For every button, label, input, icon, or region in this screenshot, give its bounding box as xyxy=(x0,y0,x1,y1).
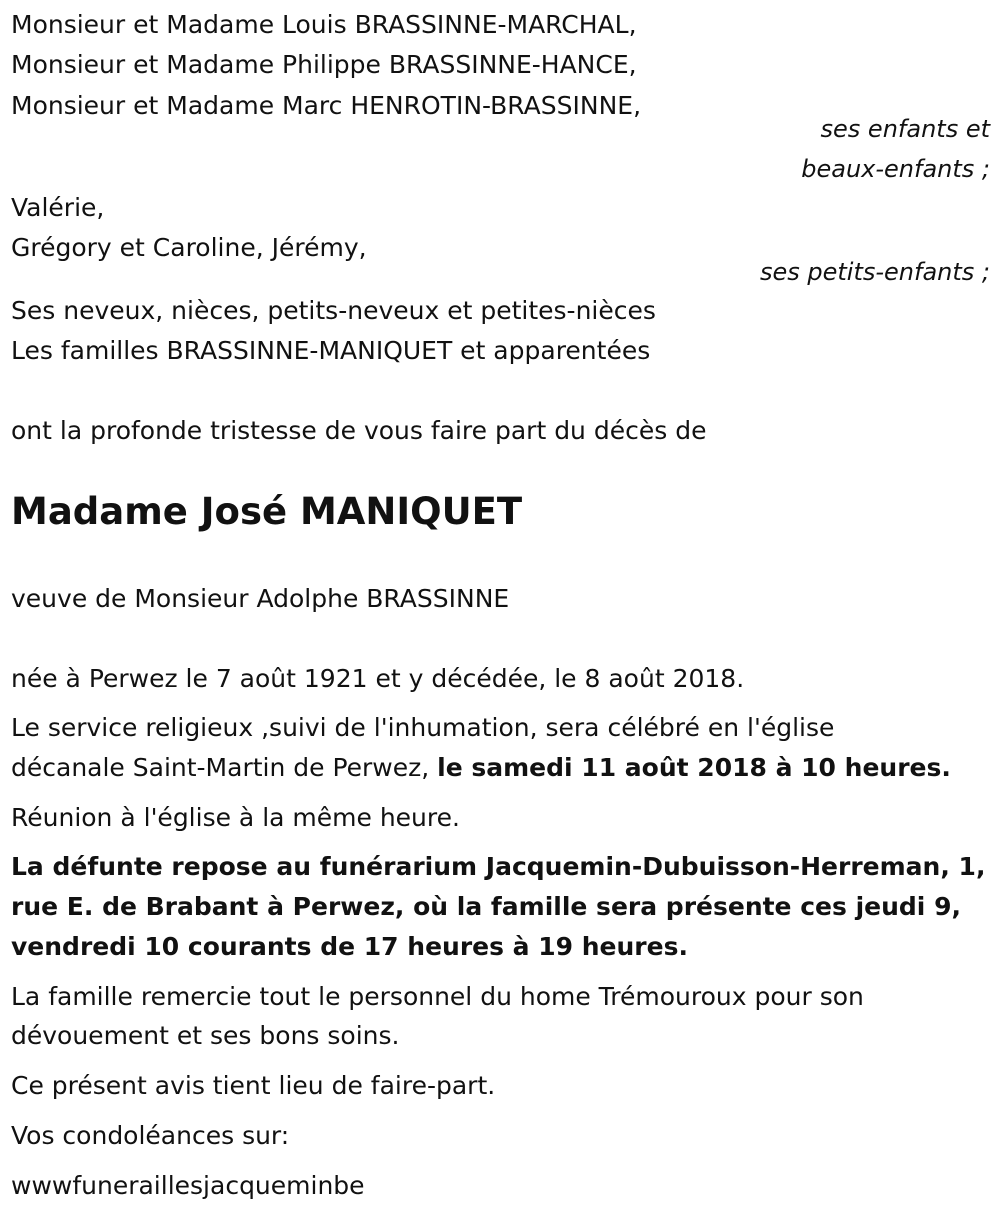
relatives-line-2: Les familles BRASSINNE-MANIQUET et apparentées xyxy=(11,336,651,365)
service-place: décanale Saint-Martin de Perwez, xyxy=(11,753,438,782)
service-line-1: Le service religieux ,suivi de l'inhumation, sera célébré en l'église xyxy=(11,713,835,742)
funeral-home-line-3: vendredi 10 courants de 17 heures à 19 heures. xyxy=(11,932,688,961)
website-link[interactable]: wwwfuneraillesjacqueminbe xyxy=(11,1171,365,1200)
grandchild-line-2: Grégory et Caroline, Jérémy, xyxy=(11,233,367,262)
children-line-2: Monsieur et Madame Philippe BRASSINNE-HANCE, xyxy=(11,50,637,79)
children-role-line-2: beaux-enfants ; xyxy=(801,155,990,183)
service-date: le samedi 11 août 2018 à 10 heures. xyxy=(437,753,951,782)
relatives-line-1: Ses neveux, nièces, petits-neveux et petites-nièces xyxy=(11,296,656,325)
children-line-1: Monsieur et Madame Louis BRASSINNE-MARCHAL, xyxy=(11,10,637,39)
notice: Ce présent avis tient lieu de faire-part. xyxy=(11,1071,496,1100)
condolences-label: Vos condoléances sur: xyxy=(11,1121,290,1150)
meeting-info: Réunion à l'église à la même heure. xyxy=(11,803,460,832)
funeral-home-line-2: rue E. de Brabant à Perwez, où la famille sera présente ces jeudi 9, xyxy=(11,892,961,921)
birth-death: née à Perwez le 7 août 1921 et y décédée, le 8 août 2018. xyxy=(11,664,745,693)
thanks-line-2: dévouement et ses bons soins. xyxy=(11,1021,400,1050)
announcement: ont la profonde tristesse de vous faire part du décès de xyxy=(11,416,707,445)
widow-of: veuve de Monsieur Adolphe BRASSINNE xyxy=(11,584,510,613)
service-line-2 xyxy=(11,753,951,783)
funeral-home-line-1: La défunte repose au funérarium Jacquemin-Dubuisson-Herreman, 1, xyxy=(11,852,986,881)
children-line-3: Monsieur et Madame Marc HENROTIN-BRASSINNE, xyxy=(11,91,642,120)
grandchildren-role: ses petits-enfants ; xyxy=(759,258,990,286)
grandchild-line-1: Valérie, xyxy=(11,193,105,222)
thanks-line-1: La famille remercie tout le personnel du home Trémouroux pour son xyxy=(11,982,864,1011)
deceased-name: Madame José MANIQUET xyxy=(11,490,523,533)
children-role-line-1: ses enfants et xyxy=(820,115,990,143)
